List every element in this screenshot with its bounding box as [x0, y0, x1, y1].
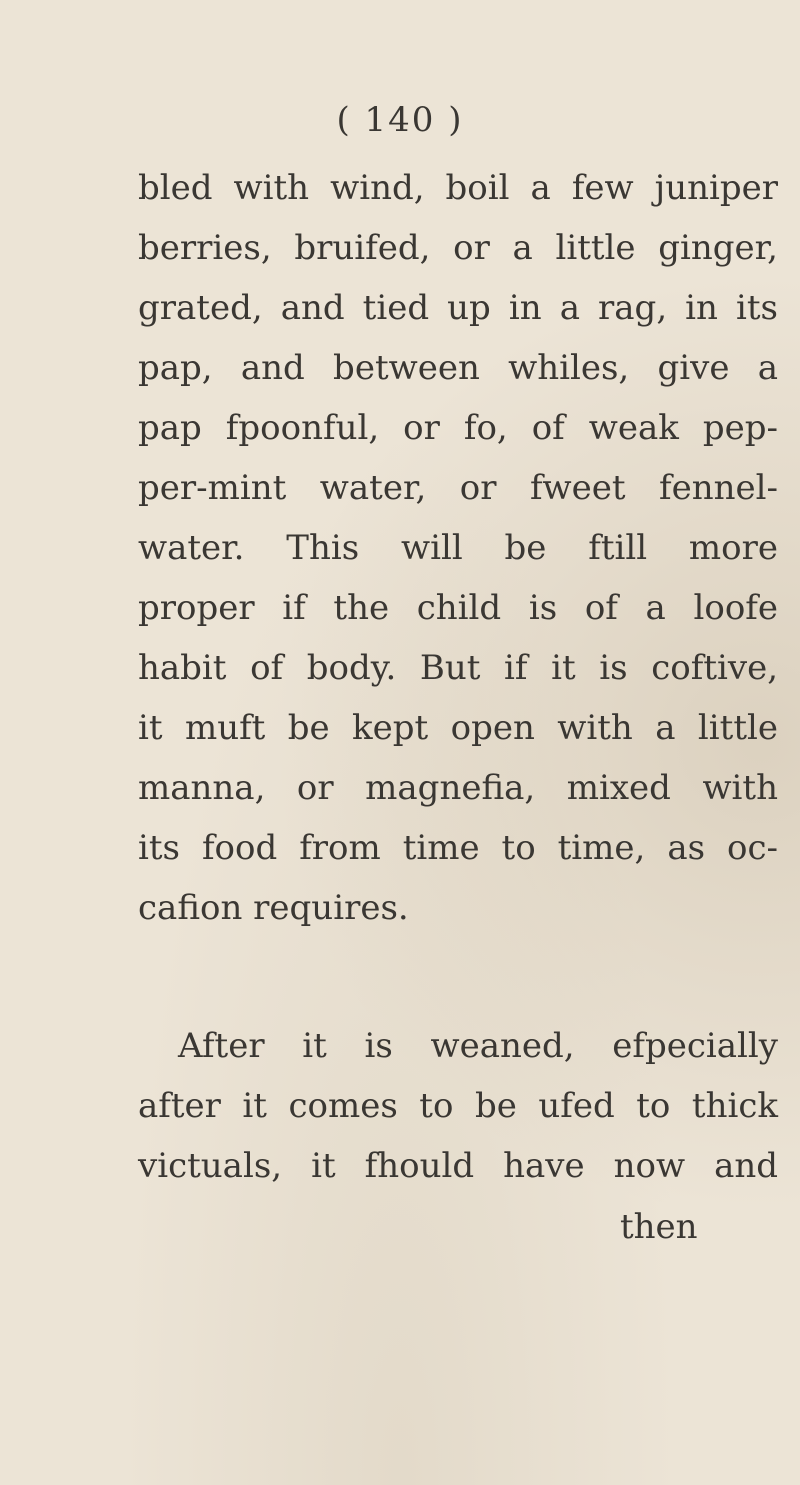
text-line: proper if the child is of a loofe [138, 588, 778, 628]
paragraph-gap [138, 938, 778, 1016]
text-line: cafion requires. [138, 888, 409, 928]
text-line: After it is weaned, efpecially [178, 1026, 778, 1066]
text-line: after it comes to be ufed to thick [138, 1086, 778, 1126]
catchword: then [620, 1207, 698, 1247]
text-line: bled with wind, boil a few juniper [138, 168, 778, 208]
text-line: pap, and between whiles, give a [138, 348, 778, 388]
page-body [138, 158, 778, 1196]
text-line: it muft be kept open with a little [138, 708, 778, 748]
text-line: grated, and tied up in a rag, in its [138, 288, 778, 328]
text-line: manna, or magnefia, mixed with [138, 768, 778, 808]
text-line: habit of body. But if it is coftive, [138, 648, 778, 688]
text-line: water. This will be ftill more [138, 528, 778, 568]
text-line: per-mint water, or fweet fennel- [138, 468, 778, 508]
text-line: berries, bruifed, or a little ginger, [138, 228, 778, 268]
page-number: ( 140 ) [336, 100, 464, 140]
text-line: pap fpoonful, or fo, of weak pep- [138, 408, 778, 448]
text-line: its food from time to time, as oc- [138, 828, 778, 868]
text-line: victuals, it fhould have now and [138, 1146, 778, 1186]
